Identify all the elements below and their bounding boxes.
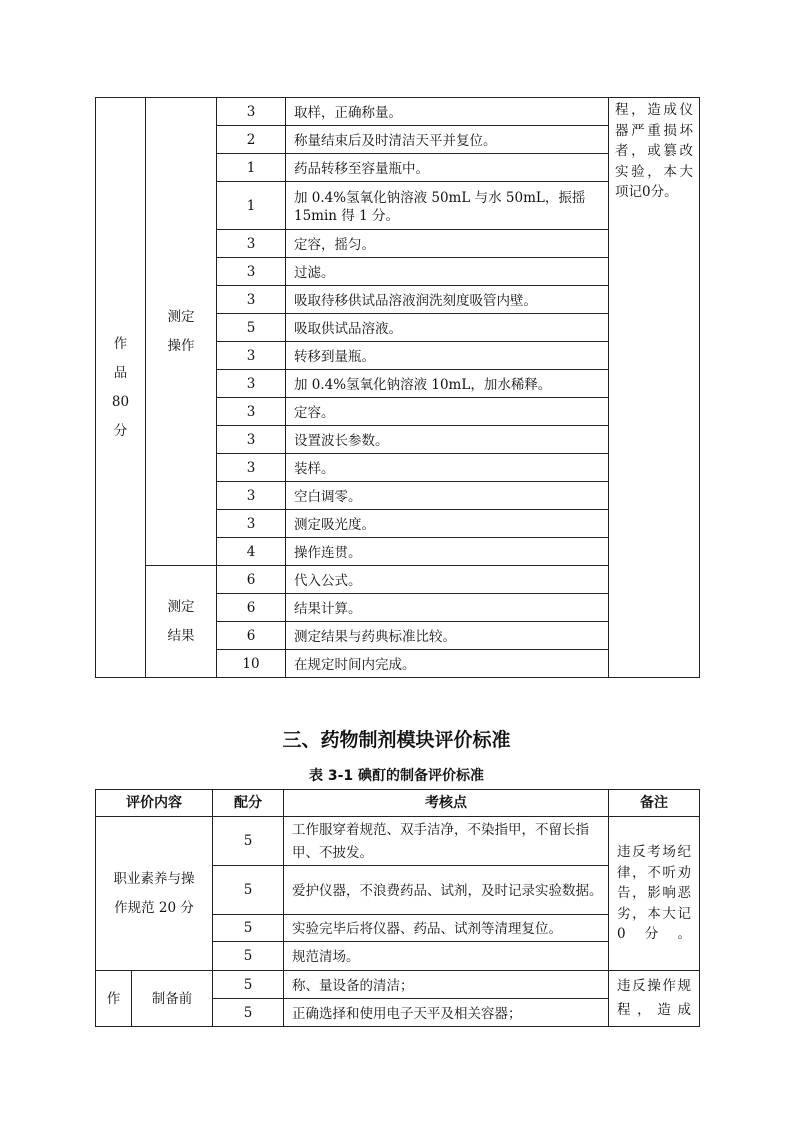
score-cell: 3 — [217, 398, 286, 426]
score-cell: 5 — [213, 915, 284, 942]
criterion-cell: 设置波长参数。 — [286, 426, 609, 454]
category-cell — [96, 98, 146, 678]
subgroup-label-preparation: 制备前 — [132, 971, 213, 1027]
remark-cell: 程，造成仪器严重损坏者，或篡改实验，本大项记0分。 — [609, 98, 700, 678]
iodine-tincture-scoring-table — [95, 789, 700, 1027]
score-cell: 6 — [217, 594, 286, 622]
criterion-cell: 规范清场。 — [284, 942, 609, 971]
category-char: 分 — [113, 422, 128, 439]
criterion-cell: 吸取供试品溶液。 — [286, 314, 609, 342]
criterion-cell: 定容。 — [286, 398, 609, 426]
criterion-cell: 测定吸光度。 — [286, 510, 609, 538]
score-cell: 3 — [217, 342, 286, 370]
criterion-cell: 吸取待移供试品溶液润洗刻度吸管内壁。 — [286, 286, 609, 314]
score-cell: 3 — [217, 258, 286, 286]
category-char: 品 — [113, 364, 128, 381]
header-checkpoint: 考核点 — [284, 790, 609, 817]
criterion-cell: 过滤。 — [286, 258, 609, 286]
criterion-cell: 装样。 — [286, 454, 609, 482]
subgroup-label-measure-operation: 测定 操作 — [146, 98, 217, 566]
criterion-cell: 工作服穿着规范、双手洁净，不染指甲，不留长指甲、不披发。 — [284, 817, 609, 866]
score-cell: 3 — [217, 230, 286, 258]
score-cell: 3 — [217, 482, 286, 510]
score-cell: 5 — [217, 314, 286, 342]
score-cell: 3 — [217, 510, 286, 538]
score-cell: 3 — [217, 286, 286, 314]
remark-cell: 违反考场纪律，不听劝告，影响恶劣，本大记0分。 — [609, 817, 700, 971]
score-cell: 5 — [213, 999, 284, 1027]
score-cell: 2 — [217, 126, 286, 154]
score-cell: 5 — [213, 817, 284, 866]
criterion-cell: 取样，正确称量。 — [286, 98, 609, 126]
header-score: 配分 — [213, 790, 284, 817]
criterion-cell: 结果计算。 — [286, 594, 609, 622]
criterion-cell: 正确选择和使用电子天平及相关容器； — [284, 999, 609, 1027]
criterion-cell: 加 0.4%氢氧化钠溶液 50mL 与水 50mL，振摇 15min 得 1 分。 — [286, 182, 609, 230]
criterion-cell: 加 0.4%氢氧化钠溶液 10mL，加水稀释。 — [286, 370, 609, 398]
criterion-cell: 代入公式。 — [286, 566, 609, 594]
header-remark: 备注 — [609, 790, 700, 817]
criterion-cell: 称、量设备的清洁； — [284, 971, 609, 999]
score-cell: 4 — [217, 538, 286, 566]
criterion-cell: 测定结果与药典标准比较。 — [286, 622, 609, 650]
table-caption: 表 3-1 碘酊的制备评价标准 — [308, 768, 485, 784]
score-cell: 3 — [217, 454, 286, 482]
criterion-cell: 实验完毕后将仪器、药品、试剂等清理复位。 — [284, 915, 609, 942]
score-cell: 6 — [217, 622, 286, 650]
criterion-cell: 称量结束后及时清洁天平并复位。 — [286, 126, 609, 154]
score-cell: 6 — [217, 566, 286, 594]
criterion-cell: 爱护仪器，不浪费药品、试剂，及时记录实验数据。 — [284, 866, 609, 915]
score-cell: 1 — [217, 182, 286, 230]
score-cell: 1 — [217, 154, 286, 182]
score-cell: 3 — [217, 98, 286, 126]
category-char: 作 — [113, 335, 128, 352]
scoring-table-continued — [95, 97, 700, 678]
score-cell: 5 — [213, 971, 284, 999]
section-title: 三、药物制剂模块评价标准 — [282, 729, 511, 751]
subgroup-label-measure-result: 测定 结果 — [146, 566, 217, 678]
score-cell: 3 — [217, 426, 286, 454]
criterion-cell: 定容，摇匀。 — [286, 230, 609, 258]
criterion-cell: 操作连贯。 — [286, 538, 609, 566]
category-cell-work: 作 — [96, 971, 132, 1027]
professional-conduct-label: 职业素养与操 作规范 20 分 — [96, 817, 213, 971]
header-content: 评价内容 — [96, 790, 213, 817]
criterion-cell: 转移到量瓶。 — [286, 342, 609, 370]
score-cell: 5 — [213, 866, 284, 915]
criterion-cell: 在规定时间内完成。 — [286, 650, 609, 678]
score-cell: 3 — [217, 370, 286, 398]
score-cell: 10 — [217, 650, 286, 678]
category-char: 80 — [111, 393, 130, 410]
score-cell: 5 — [213, 942, 284, 971]
criterion-cell: 药品转移至容量瓶中。 — [286, 154, 609, 182]
criterion-cell: 空白调零。 — [286, 482, 609, 510]
remark-cell: 违反操作规程，造成 — [609, 971, 700, 1027]
